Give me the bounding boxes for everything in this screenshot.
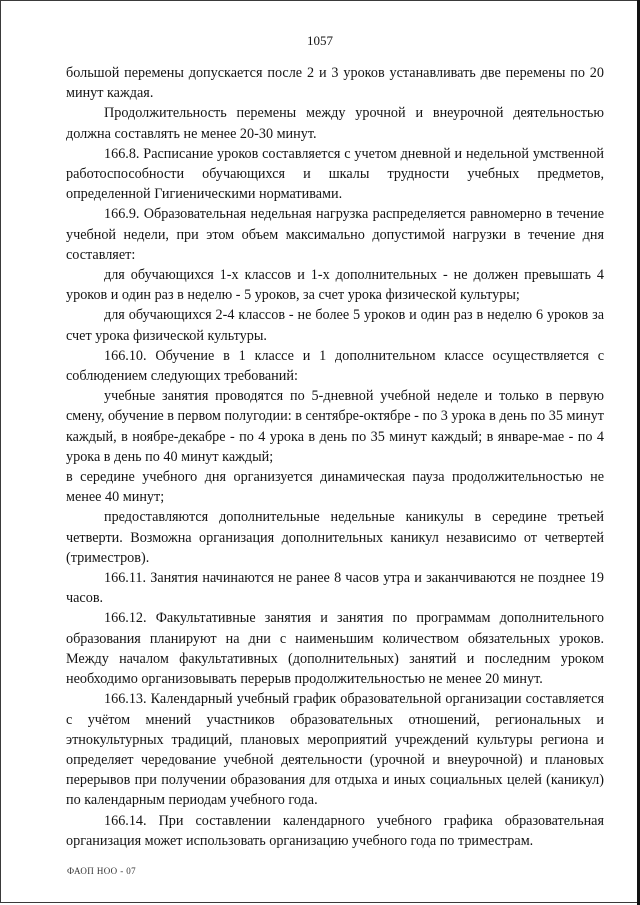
paragraph: для обучающихся 2-4 классов - не более 5 уроков и один раз в неделю 6 уроков за счет урока физической культуры. xyxy=(66,307,604,344)
paragraph: 166.8. Расписание уроков составляется с учетом дневной и недельной умственной работоспособности обучающихся и шкалы трудности учебных предметов, определенной Гигиеническими нормативами. xyxy=(66,145,604,203)
paragraph: Продолжительность перемены между урочной и внеурочной деятельностью должна составлять не менее 20-30 минут. xyxy=(66,105,604,142)
paragraph: большой перемены допускается после 2 и 3 уроков устанавливать две перемены по 20 минут каждая. xyxy=(66,65,604,102)
paragraph: 166.9. Образовательная недельная нагрузка распределяется равномерно в течение учебной недели, при этом объем максимально допустимой нагрузки в течение дня составляет: xyxy=(66,206,604,263)
document-code: ФАОП НОО - 07 xyxy=(67,866,137,876)
paragraph: предоставляются дополнительные недельные каникулы в середине третьей четверти. Возможна организация дополнительных каникул независимо от четвертей (триместров). xyxy=(66,509,604,566)
document-body xyxy=(66,63,604,851)
paragraph: 166.10. Обучение в 1 классе и 1 дополнительном классе осуществляется с соблюдением следующих требований: xyxy=(66,347,604,385)
paragraph: в середине учебного дня организуется динамическая пауза продолжительностью не менее 40 минут; xyxy=(66,469,604,506)
paragraph: для обучающихся 1-х классов и 1-х дополнительных - не должен превышать 4 уроков и один раз в неделю - 5 уроков, за счет урока физической культуры; xyxy=(66,267,604,304)
paragraph: 166.14. При составлении календарного учебного графика образовательная организация может использовать организацию учебного года по триместрам. xyxy=(66,812,604,849)
paragraph: 166.11. Занятия начинаются не ранее 8 часов утра и заканчиваются не позднее 19 часов. xyxy=(66,570,604,607)
paragraph: 166.12. Факультативные занятия и занятия по программам дополнительного образования планируют на дни с наименьшим количеством обязательных уроков. Между началом факультативных (дополнительных) занятий и последним уроком необходимо организовывать перерыв продолжительностью не менее 20 минут. xyxy=(66,610,604,688)
paragraph: 166.13. Календарный учебный график образовательной организации составляется с учётом мнений участников образовательных отношений, региональных и этнокультурных традиций, плановых мероприятий учреждений культуры региона и определяет чередование учебной деятельности (урочной и внеурочной) и плановых перерывов при получении образования для отдыха и иных социальных целей (каникул) по календарным периодам учебного года. xyxy=(66,691,604,809)
paragraph: учебные занятия проводятся по 5-дневной учебной неделе и только в первую смену, обучение в первом полугодии: в сентябре-октябре - по 3 урока в день по 35 минут каждый, в ноябре-декабре - по 4 урока в день по 35 минут каждый; в январе-мае - по 4 урока в день по 40 минут каждый; xyxy=(66,388,604,465)
page-number: 1057 xyxy=(307,33,333,48)
